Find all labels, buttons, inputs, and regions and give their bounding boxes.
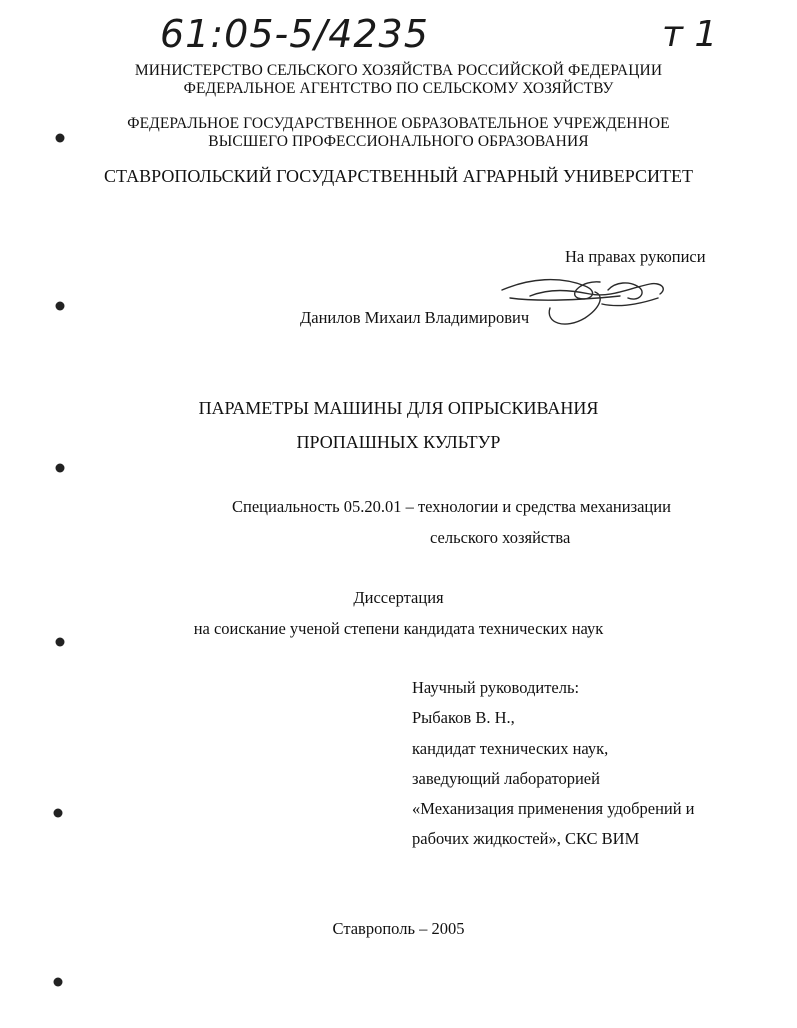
archive-code-handwritten: 61:05-5/4235: [160, 12, 429, 56]
title-line-2: ПРОПАШНЫХ КУЛЬТУР: [296, 432, 501, 452]
supervisor-lab-line-2: рабочих жидкостей», СКС ВИМ: [412, 829, 640, 848]
author-name: Данилов Михаил Владимирович: [300, 308, 530, 327]
degree-line: на соискание ученой степени кандидата технических наук: [193, 619, 604, 638]
specialty-line-1: Специальность 05.20.01 – технологии и средства механизации: [232, 497, 671, 516]
binding-hole-5: [48, 803, 68, 823]
title-line-1: ПАРАМЕТРЫ МАШИНЫ ДЛЯ ОПРЫСКИВАНИЯ: [198, 398, 599, 418]
dissertation-label: Диссертация: [353, 588, 444, 607]
author-signature: [490, 268, 680, 333]
binding-hole-2: [50, 296, 70, 316]
ministry-line: МИНИСТЕРСТВО СЕЛЬСКОГО ХОЗЯЙСТВА РОССИЙСКОЙ ФЕДЕРАЦИИ: [134, 62, 663, 79]
binding-hole-4: [50, 632, 70, 652]
supervisor-position: заведующий лабораторией: [412, 769, 600, 788]
binding-hole-6: [48, 972, 68, 992]
binding-hole-1: [50, 128, 70, 148]
supervisor-name: Рыбаков В. Н.,: [412, 708, 515, 727]
city-year: Ставрополь – 2005: [332, 919, 465, 938]
manuscript-note: На правах рукописи: [565, 247, 706, 266]
binding-hole-3: [50, 458, 70, 478]
university-name: СТАВРОПОЛЬСКИЙ ГОСУДАРСТВЕННЫЙ АГРАРНЫЙ УНИВЕРСИТЕТ: [104, 166, 693, 186]
institution-line-1: ФЕДЕРАЛЬНОЕ ГОСУДАРСТВЕННОЕ ОБРАЗОВАТЕЛЬНОЕ УЧРЕЖДЕННОЕ: [127, 115, 670, 132]
volume-mark-handwritten: т 1: [662, 14, 718, 55]
supervisor-lab-line-1: «Механизация применения удобрений и: [412, 799, 695, 818]
supervisor-degree: кандидат технических наук,: [412, 739, 609, 758]
institution-line-2: ВЫСШЕГО ПРОФЕССИОНАЛЬНОГО ОБРАЗОВАНИЯ: [208, 133, 589, 150]
agency-line: ФЕДЕРАЛЬНОЕ АГЕНТСТВО ПО СЕЛЬСКОМУ ХОЗЯЙСТВУ: [183, 80, 614, 97]
supervisor-label: Научный руководитель:: [412, 678, 580, 697]
specialty-line-2: сельского хозяйства: [430, 528, 571, 547]
